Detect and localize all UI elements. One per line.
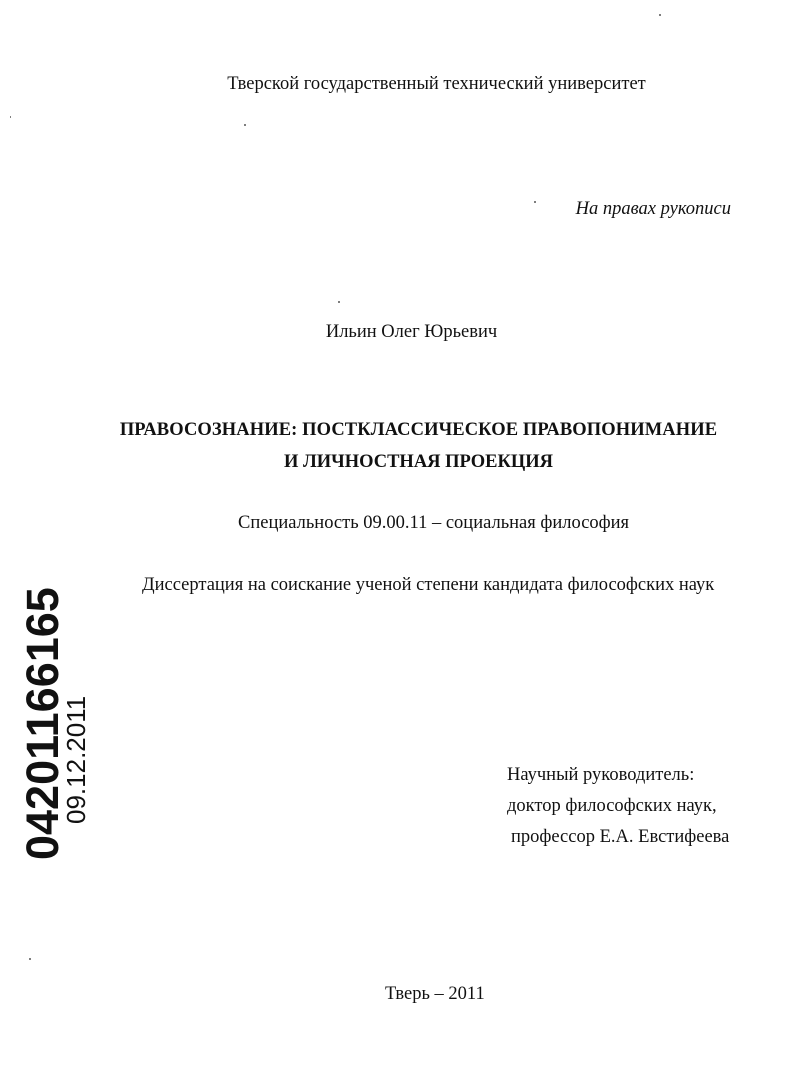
university-name: Тверской государственный технический университет [227,74,646,94]
dissertation-title-line-1: ПРАВОСОЗНАНИЕ: ПОСТКЛАССИЧЕСКОЕ ПРАВОПОНИМАНИЕ [119,420,718,440]
supervisor-degree: доктор философских наук, [507,796,717,816]
specialty-line: Специальность 09.00.11 – социальная философия [238,513,630,533]
supervisor-heading: Научный руководитель: [507,765,695,785]
scan-speck [659,14,661,16]
dissertation-degree-line: Диссертация на соискание ученой степени кандидата философских наук [142,575,715,595]
city-year: Тверь – 2011 [385,984,485,1004]
library-stamp-date: 09.12.2011 [61,695,91,824]
scan-speck [338,301,340,303]
manuscript-note: На правах рукописи [575,199,731,219]
scan-speck [10,116,11,118]
scan-speck [534,201,536,203]
dissertation-title-line-2: И ЛИЧНОСТНАЯ ПРОЕКЦИЯ [283,452,554,472]
author-name: Ильин Олег Юрьевич [325,322,498,342]
scan-speck [244,124,246,126]
library-stamp-number: 04201166165 [17,587,68,860]
supervisor-name: профессор Е.А. Евстифеева [511,827,730,847]
scan-speck [29,958,31,960]
